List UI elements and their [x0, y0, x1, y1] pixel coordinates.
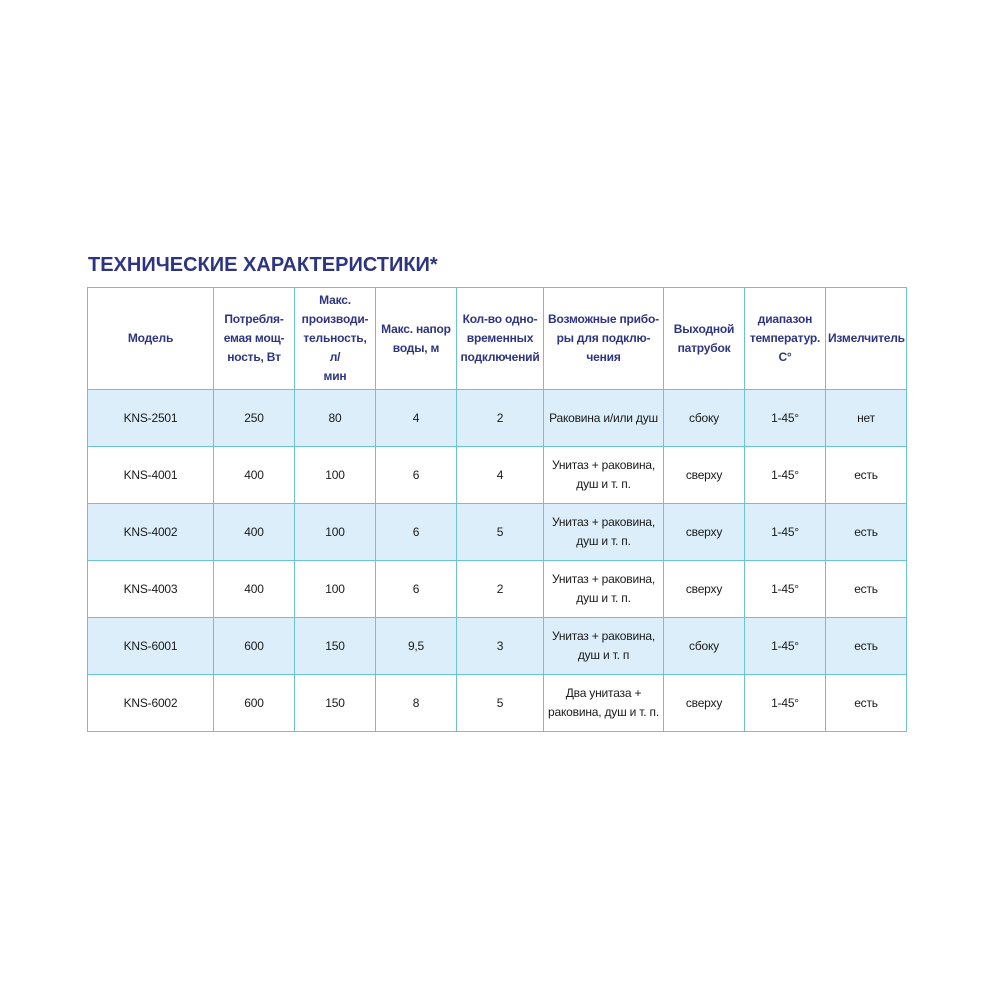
cell-devices: Унитаз + раковина, душ и т. п.	[544, 561, 664, 618]
table-row	[88, 561, 907, 618]
cell-temperature: 1-45°	[745, 561, 826, 618]
cell-temperature: 1-45°	[745, 390, 826, 447]
column-header-connections: Кол-во одно- временных подключений	[457, 288, 544, 390]
cell-capacity: 100	[295, 561, 376, 618]
cell-head: 9,5	[376, 618, 457, 675]
column-header-capacity: Макс. производи- тельность, л/ мин	[295, 288, 376, 390]
cell-model: KNS-4003	[88, 561, 214, 618]
table-row	[88, 618, 907, 675]
column-header-devices: Возможные прибо- ры для подклю- чения	[544, 288, 664, 390]
cell-devices: Унитаз + раковина, душ и т. п.	[544, 504, 664, 561]
cell-model: KNS-2501	[88, 390, 214, 447]
cell-grinder: нет	[826, 390, 907, 447]
column-header-head: Макс. напор воды, м	[376, 288, 457, 390]
cell-devices: Унитаз + раковина, душ и т. п	[544, 618, 664, 675]
cell-outlet: сбоку	[664, 390, 745, 447]
table-row	[88, 675, 907, 732]
cell-capacity: 100	[295, 504, 376, 561]
cell-head: 6	[376, 504, 457, 561]
cell-devices: Унитаз + раковина, душ и т. п.	[544, 447, 664, 504]
cell-grinder: есть	[826, 618, 907, 675]
cell-connections: 2	[457, 390, 544, 447]
cell-power: 600	[214, 618, 295, 675]
table-row	[88, 447, 907, 504]
cell-outlet: сверху	[664, 504, 745, 561]
cell-connections: 5	[457, 504, 544, 561]
cell-head: 6	[376, 561, 457, 618]
column-header-model: Модель	[88, 288, 214, 390]
cell-outlet: сверху	[664, 561, 745, 618]
cell-temperature: 1-45°	[745, 618, 826, 675]
cell-model: KNS-4002	[88, 504, 214, 561]
column-header-grinder: Измелчитель	[826, 288, 907, 390]
cell-devices: Два унитаза + раковина, душ и т. п.	[544, 675, 664, 732]
cell-capacity: 100	[295, 447, 376, 504]
cell-capacity: 150	[295, 675, 376, 732]
cell-outlet: сверху	[664, 675, 745, 732]
table-row	[88, 390, 907, 447]
cell-model: KNS-6002	[88, 675, 214, 732]
cell-head: 8	[376, 675, 457, 732]
cell-connections: 2	[457, 561, 544, 618]
page-title: ТЕХНИЧЕСКИЕ ХАРАКТЕРИСТИКИ*	[88, 254, 438, 276]
table-row	[88, 504, 907, 561]
cell-grinder: есть	[826, 675, 907, 732]
cell-temperature: 1-45°	[745, 504, 826, 561]
column-header-power: Потребля- емая мощ- ность, Вт	[214, 288, 295, 390]
cell-capacity: 80	[295, 390, 376, 447]
cell-power: 400	[214, 504, 295, 561]
table-header-row	[88, 288, 907, 390]
cell-power: 600	[214, 675, 295, 732]
cell-grinder: есть	[826, 561, 907, 618]
cell-connections: 5	[457, 675, 544, 732]
cell-connections: 3	[457, 618, 544, 675]
cell-connections: 4	[457, 447, 544, 504]
cell-power: 400	[214, 447, 295, 504]
cell-power: 400	[214, 561, 295, 618]
cell-temperature: 1-45°	[745, 675, 826, 732]
column-header-outlet: Выходной патрубок	[664, 288, 745, 390]
cell-temperature: 1-45°	[745, 447, 826, 504]
column-header-temperature: диапазон температур. С°	[745, 288, 826, 390]
cell-grinder: есть	[826, 504, 907, 561]
cell-power: 250	[214, 390, 295, 447]
cell-head: 4	[376, 390, 457, 447]
cell-outlet: сверху	[664, 447, 745, 504]
cell-capacity: 150	[295, 618, 376, 675]
cell-outlet: сбоку	[664, 618, 745, 675]
cell-devices: Раковина и/или душ	[544, 390, 664, 447]
cell-head: 6	[376, 447, 457, 504]
cell-model: KNS-6001	[88, 618, 214, 675]
cell-model: KNS-4001	[88, 447, 214, 504]
spec-table	[87, 287, 907, 732]
cell-grinder: есть	[826, 447, 907, 504]
